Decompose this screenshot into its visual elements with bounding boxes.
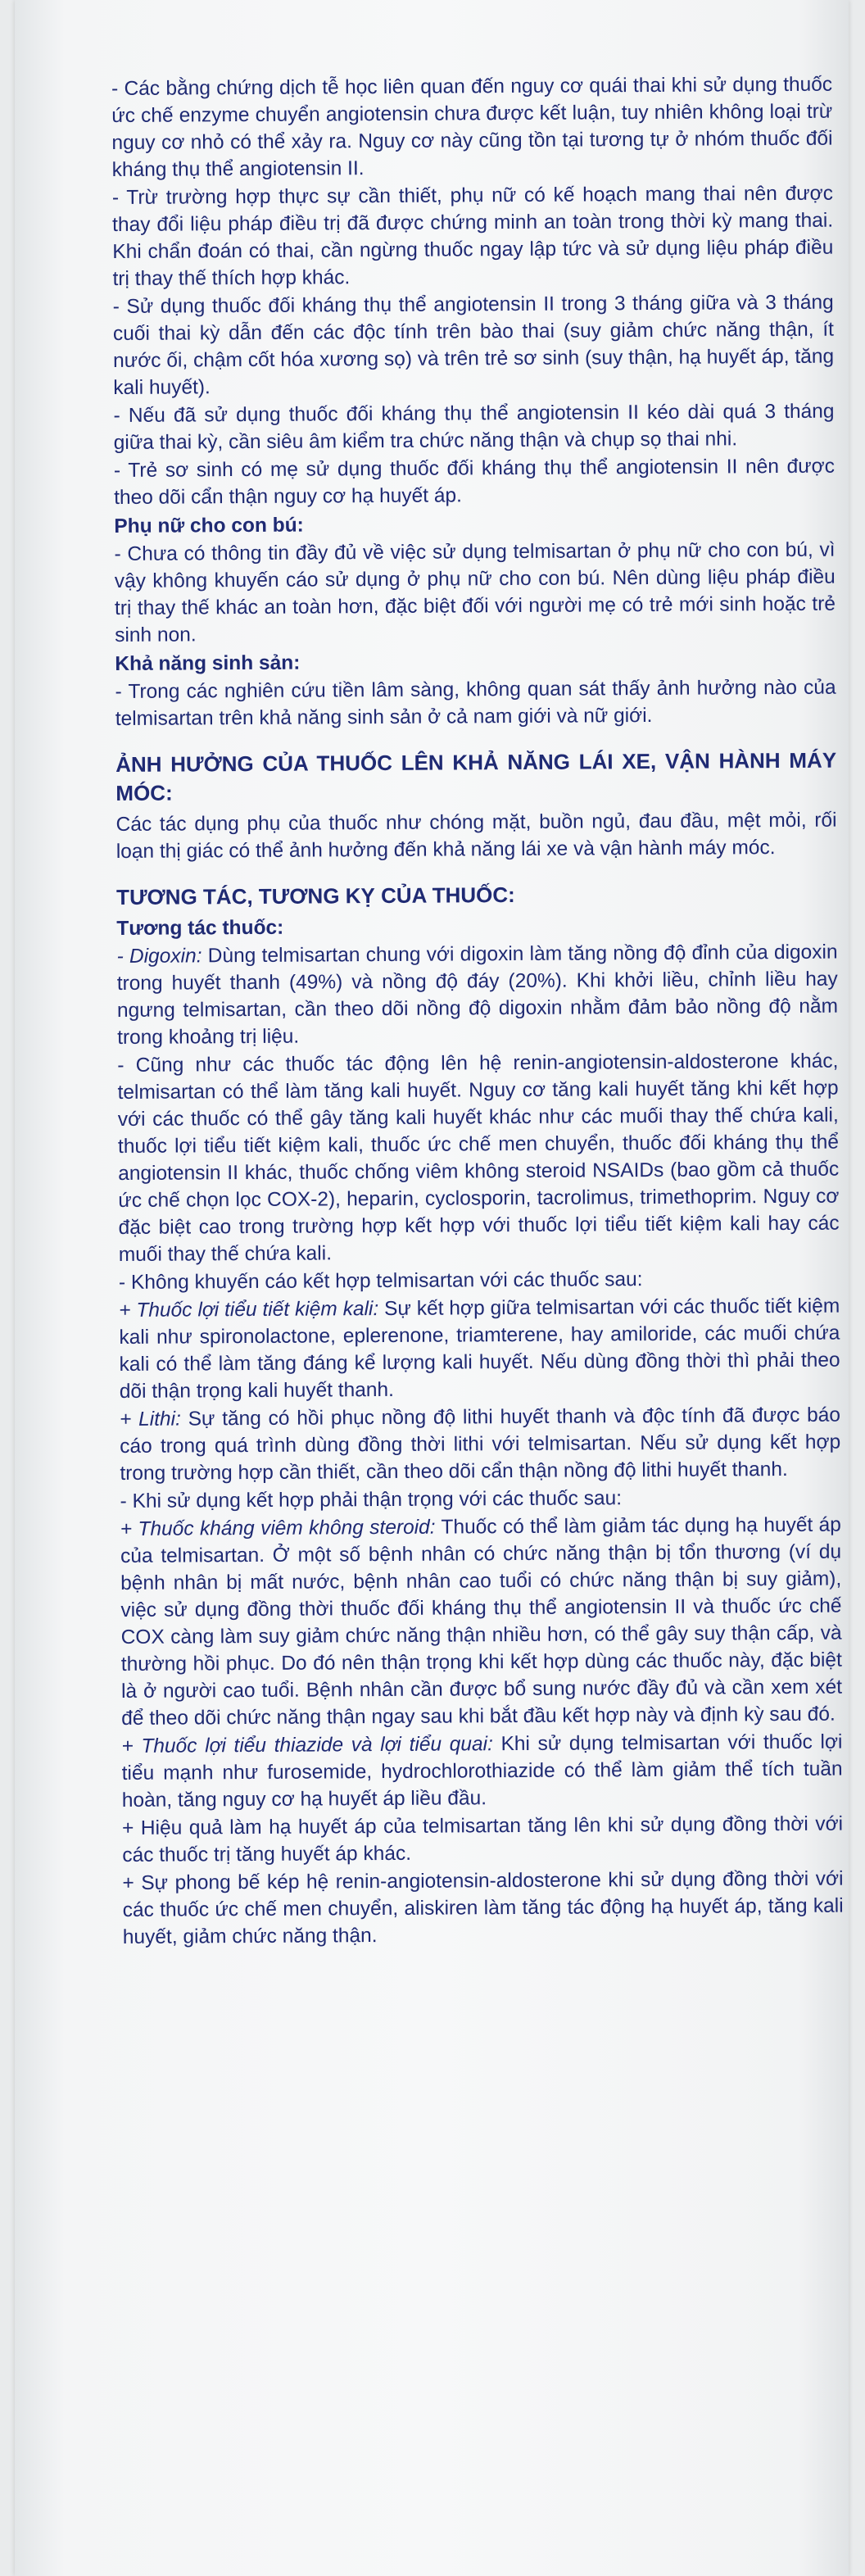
diuretics-paragraph — [121, 1729, 843, 1814]
diuretics-text: Khi sử dụng telmisartan với thuốc lợi tiểu mạnh như furosemide, hydrochlorothiazide có thể làm giảm thể tích tuần hoàn, tăng nguy cơ hạ huyết áp liều đầu. — [121, 1730, 843, 1812]
dual-blockade-paragraph: + Sự phong bế kép hệ renin-angiotensin-aldosterone khi sử dụng đồng thời với các thuốc ức chế men chuyển, aliskiren làm tăng tác động hạ huyết áp, tăng kali huyết, giảm chức năng thận. — [122, 1867, 844, 1948]
k-sparing-paragraph — [119, 1293, 840, 1405]
digoxin-text: Dùng telmisartan chung với digoxin làm tăng nồng độ đỉnh của digoxin trong huyết thanh (49%) và nồng độ đáy (20%). Khi khởi liều, chỉnh liều hay ngưng telmisartan, cần theo dõi nồng độ digoxin nhằm đảm bảo nồng độ nằm trong khoảng trị liệu. — [116, 941, 839, 1049]
drug-interactions-subheading: Tương tác thuốc: — [116, 916, 284, 940]
breastfeeding-text: - Chưa có thông tin đầy đủ về việc sử dụng telmisartan ở phụ nữ cho con bú, vì vậy không khuyến cáo sử dụng ở phụ nữ cho con bú. Nên dùng liệu pháp điều trị thay thế khác an toàn hơn, đặc biệt đối với người mẹ có trẻ mới sinh hoặc trẻ sinh non. — [114, 538, 836, 646]
fertility-heading: Khả năng sinh sản: — [115, 651, 301, 675]
leaflet-page — [15, 0, 849, 2576]
paragraph: - Trẻ sơ sinh có mẹ sử dụng thuốc đối kháng thụ thể angiotensin II nên được theo dõi cẩn thận nguy cơ hạ huyết áp. — [113, 455, 836, 509]
interactions-heading: TƯƠNG TÁC, TƯƠNG KỴ CỦA THUỐC: — [116, 882, 515, 909]
paragraph: - Các bằng chứng dịch tễ học liên quan đến nguy cơ quái thai khi sử dụng thuốc ức chế enzyme chuyển angiotensin chưa được kết luận, tuy nhiên không loại trừ nguy cơ nhỏ có thể xảy ra. Nguy cơ này cũng tồn tại tương tự ở nhóm thuốc đối kháng thụ thể angiotensin II. — [111, 73, 833, 181]
driving-text: Các tác dụng phụ của thuốc như chóng mặt, buồn ngủ, đau đầu, mệt mỏi, rối loạn thị giác có thể ảnh hưởng đến khả năng lái xe và vận hành máy móc. — [115, 809, 837, 863]
paragraph: - Trừ trường hợp thực sự cần thiết, phụ nữ có kế hoạch mang thai nên được thay đổi liệu pháp điều trị đã được chứng minh an toàn trong thời kỳ mang thai. Khi chẩn đoán có thai, cần ngừng thuốc ngay lập tức và sử dụng liệu pháp điều trị thay thế thích hợp khác. — [111, 182, 834, 290]
diuretics-label: + Thuốc lợi tiểu thiazide và lợi tiểu quai: — [121, 1733, 493, 1757]
lithium-text: Sự tăng có hồi phục nồng độ lithi huyết thanh và độc tính đã được báo cáo trong quá trình dùng đồng thời lithi với telmisartan. Nếu sử dụng kết hợp trong trường hợp cần thiết, cần theo dõi cẩn thận nồng độ lithi huyết thanh. — [120, 1404, 841, 1485]
lithium-paragraph — [120, 1402, 841, 1487]
antihypertensive-paragraph: + Hiệu quả làm hạ huyết áp của telmisartan tăng lên khi sử dụng đồng thời với các thuốc trị tăng huyết áp khác. — [121, 1812, 844, 1866]
k-sparing-label: + Thuốc lợi tiểu tiết kiệm kali: — [119, 1298, 379, 1322]
k-sparing-text: Sự kết hợp giữa telmisartan với các thuốc tiết kiệm kali như spironolactone, eplerenone, triamterene, hay amiloride, các muối chứa kali có thể làm tăng đáng kể lượng kali huyết. Nếu dùng đồng thời thì phải theo dõi thận trọng kali huyết thanh. — [119, 1295, 840, 1403]
leaflet-text — [111, 71, 844, 1952]
digoxin-paragraph — [116, 939, 838, 1051]
digoxin-label: - Digoxin: — [116, 945, 202, 968]
nsaid-label: + Thuốc kháng viêm không steroid: — [120, 1516, 436, 1540]
paragraph: - Sử dụng thuốc đối kháng thụ thể angiotensin II trong 3 tháng giữa và 3 tháng cuối thai kỳ dẫn đến các độc tính trên bào thai (suy giảm chức năng thận, ít nước ối, chậm cốt hóa xương sọ) và trên trẻ sơ sinh (suy thận, hạ huyết áp, tăng kali huyết). — [112, 291, 835, 399]
paragraph: - Nếu đã sử dụng thuốc đối kháng thụ thể angiotensin II kéo dài quá 3 tháng giữa thai kỳ, cần siêu âm kiểm tra chức năng thận và chụp sọ thai nhi. — [113, 400, 835, 454]
nsaid-text: Thuốc có thể làm giảm tác dụng hạ huyết áp của telmisartan. Ở một số bệnh nhân có chức năng thận bị tổn thương (ví dụ bệnh nhân bị mất nước, bệnh nhân cao tuổi có chức năng thận bị suy giảm), việc sử dụng đồng thời thuốc đối kháng thụ thể angiotensin II và thuốc ức chế COX càng làm suy giảm chức năng thận nhiều hơn, có thể gây suy thận cấp, và thường hồi phục. Do đó nên thận trọng khi kết hợp dùng các thuốc này, đặc biệt là ở người cao tuổi. Bệnh nhân cần được bổ sung nước đầy đủ và cần xem xét để theo dõi chức năng thận ngay sau khi bắt đầu kết hợp này và định kỳ sau đó. — [120, 1513, 843, 1730]
raas-paragraph: - Cũng như các thuốc tác động lên hệ renin-angiotensin-aldosterone khác, telmisartan có thể làm tăng kali huyết. Nguy cơ tăng kali huyết tăng khi kết hợp với các thuốc có thể gây tăng kali huyết khác như các muối thay thế chứa kali, thuốc lợi tiểu tiết kiệm kali, thuốc ức chế men chuyển, thuốc đối kháng thụ thể angiotensin II khác, thuốc chống viêm không steroid NSAIDs (bao gồm cả thuốc ức chế chọn lọc COX-2), heparin, cyclosporin, tacrolimus, trimethoprim. Nguy cơ đặc biệt cao trong trường hợp kết hợp với thuốc lợi tiểu tiết kiệm kali hay các muối thay thế chứa kali. — [117, 1050, 840, 1266]
fertility-text: - Trong các nghiên cứu tiền lâm sàng, không quan sát thấy ảnh hưởng nào của telmisartan trên khả năng sinh sản ở cả nam giới và nữ giới. — [115, 676, 836, 730]
nsaid-paragraph — [120, 1512, 843, 1732]
caution-paragraph: - Khi sử dụng kết hợp phải thận trọng với các thuốc sau: — [120, 1487, 623, 1512]
lithium-label: + Lithi: — [119, 1408, 181, 1431]
not-recommended-paragraph: - Không khuyến cáo kết hợp telmisartan với các thuốc sau: — [118, 1268, 643, 1294]
driving-heading: ẢNH HƯỞNG CỦA THUỐC LÊN KHẢ NĂNG LÁI XE, VẬN HÀNH MÁY MÓC: — [115, 747, 837, 805]
breastfeeding-heading: Phụ nữ cho con bú: — [114, 514, 304, 537]
